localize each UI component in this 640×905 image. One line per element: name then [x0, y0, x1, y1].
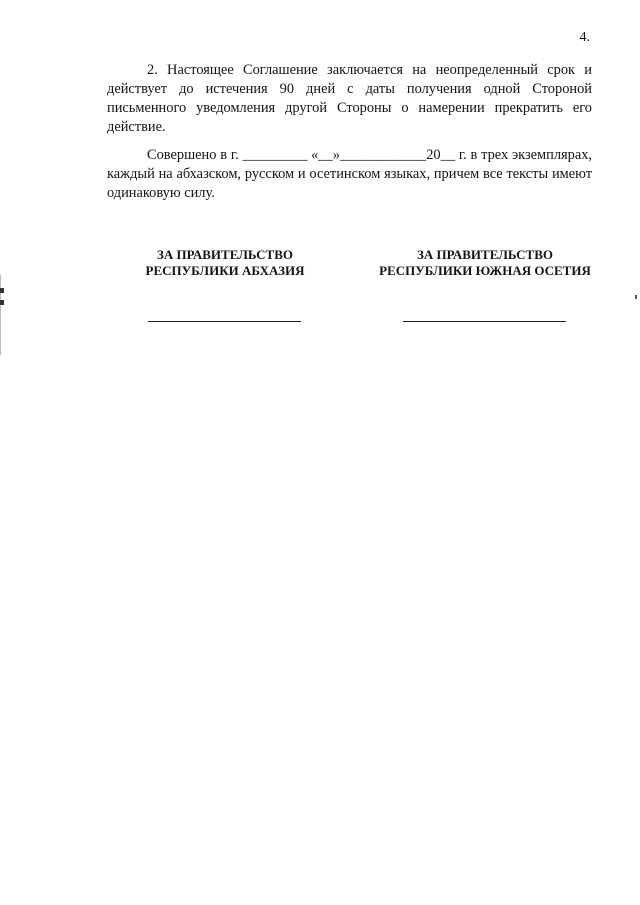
paragraph-done-at: Совершено в г. _________ «__»____________20__ г. в трех экземплярах, каждый на абхазском, русском и осетинском языках, причем все тексты имеют одинаковую силу. — [107, 147, 592, 201]
signature-line-south-ossetia — [403, 321, 566, 322]
signature-line-abkhazia — [148, 321, 301, 322]
signature-block-abkhazia — [120, 247, 330, 279]
signature-block-south-ossetia — [375, 247, 595, 279]
signature-heading-line1: ЗА ПРАВИТЕЛЬСТВО — [416, 247, 554, 262]
page-number: 4. — [579, 30, 590, 45]
signature-heading-line1: ЗА ПРАВИТЕЛЬСТВО — [156, 247, 294, 262]
scan-mark-artifact — [0, 288, 4, 293]
scan-mark-artifact — [0, 300, 4, 305]
scan-dot-artifact — [635, 295, 637, 299]
paragraph-term: 2. Настоящее Соглашение заключается на неопределенный срок и действует до истечения 90 дней с даты получения одной Стороной письменного уведомления другой Стороны о намерении прекратить его действие. — [107, 62, 592, 135]
signature-heading-line2: РЕСПУБЛИКИ ЮЖНАЯ ОСЕТИЯ — [379, 263, 591, 278]
signature-heading-line2: РЕСПУБЛИКИ АБХАЗИЯ — [145, 263, 305, 278]
scan-edge-artifact — [0, 275, 3, 355]
